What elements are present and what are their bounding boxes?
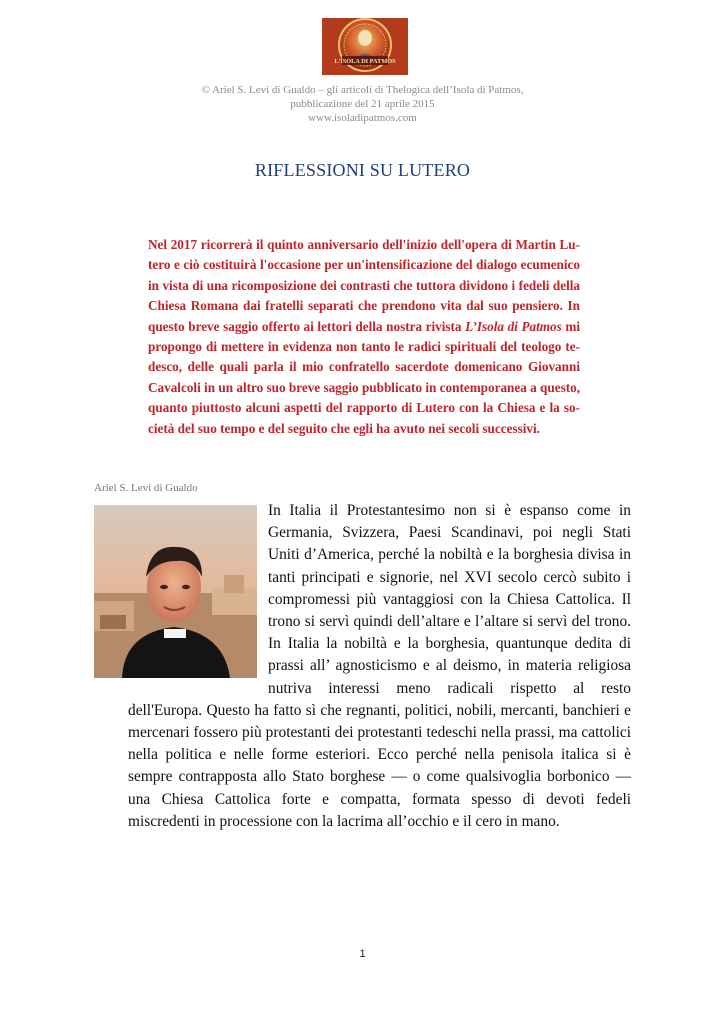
body-paragraph: In Italia il Protestantesimo non si è espanso come in Germania, Svizzera, Paesi Scandinavi, poi negli Stati Uniti d’America, perché la nobiltà e la borghesia divisa in tanti principati e signorie, nel XVI secolo cercò subito i compromessi più vantaggiosi con la Chiesa Cattolica. Il trono si servì quindi dell’altare e l’altare si servì del trono. In Italia la nobiltà e la borghesia, quantunque dedita di prassi all’ agnosticismo e al deismo, in materia religiosa nutriva interessi meno radicali rispetto al resto dell'Europa. Questo ha fatto sì che regnanti, politici, nobili, mercanti, banchieri e mercenari fossero più protestanti dei protestanti tedeschi nella prassi, ma cattolici nella politica e nelle forme esteriori. Ecco perché nella penisola italica si è sempre contrapposta allo Stato borghese — o come qualsivoglia borbonico — una Chiesa Cattolica forte e compatta, formata spesso di devoti fedeli miscredenti in processione con la lacrima all’occhio e il cero in mano. (128, 502, 631, 830)
abstract-journal-name: L’Isola di Patmos (465, 318, 562, 334)
logo-graphic (322, 18, 408, 75)
credit-line-date: pubblicazione del 21 aprile 2015 (290, 98, 435, 110)
svg-text:L'ISOLA DI PATMOS: L'ISOLA DI PATMOS (334, 58, 396, 65)
article-abstract (148, 235, 580, 439)
page-number: 1 (359, 948, 366, 960)
credits-block (0, 83, 725, 125)
photo-caption: Ariel S. Levi di Gualdo (94, 482, 198, 494)
credit-line-website: www.isoladipatmos.com (308, 112, 417, 124)
article-title: RIFLESSIONI SU LUTERO (254, 160, 471, 180)
abstract-text-1: Nel 2017 ricorrerà il quinto anniversario dell'inizio dell'opera di Martin Lutero e ciò costituirà l'occasione per un'intensificazione del dialogo ecumenico in vista di una ricomposizione dei contrasti che tuttora dividono i fedeli della Chiesa Romana dai fratelli separati che prendono vita dal suo pensiero. In questo breve saggio offerto ai lettori della nostra rivista (148, 237, 580, 334)
abstract-text-2: mi propongo di mettere in evidenza non tanto le radici spirituali del teologo tedesco, delle quali parla il mio confratello sacerdote domenicano Giovanni Cavalcoli in un altro suo breve saggio pubblicato in contemporanea a questo, quanto piuttosto alcuni aspetti del rapporto di Lutero con la Chiesa e la società del suo tempo e del seguito che egli ha avuto nei secoli successivi. (148, 318, 581, 436)
isola-di-patmos-logo (322, 18, 408, 75)
credit-line-copyright: © Ariel S. Levi di Gualdo – gli articoli di Thelogica dell’Isola di Patmos, (201, 84, 524, 96)
article-body (128, 500, 631, 833)
photo-wrap-spacer (128, 500, 268, 682)
